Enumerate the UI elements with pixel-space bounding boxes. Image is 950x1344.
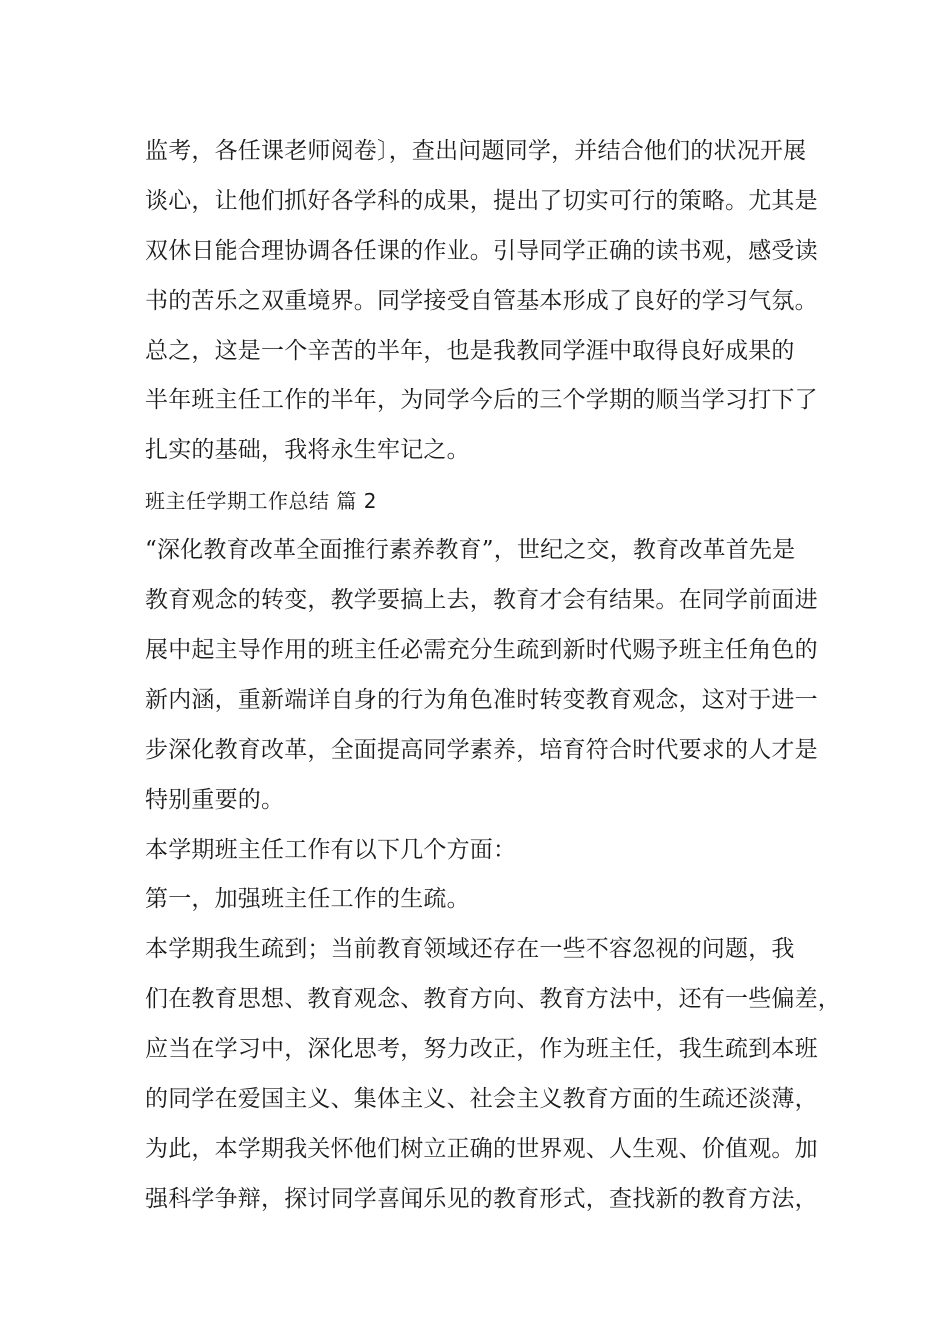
text-line: 总之，这是一个辛苦的半年，也是我教同学涯中取得良好成果的 (145, 338, 795, 364)
text-line: 步深化教育改革，全面提高同学素养，培育符合时代要求的人才是 (145, 737, 818, 763)
text-line: 本学期班主任工作有以下几个方面： (145, 837, 517, 863)
text-line: 特别重要的。 (145, 787, 285, 813)
text-line: 半年班主任工作的半年，为同学今后的三个学期的顺当学习打下了 (145, 387, 818, 413)
text-line: 强科学争辩，探讨同学喜闻乐见的教育形式，查找新的教育方法， (145, 1186, 818, 1212)
text-line: 扎实的基础，我将永生牢记之。 (145, 437, 470, 463)
text-line: 谈心，让他们抓好各学科的成果，提出了切实可行的策略。尤其是 (145, 188, 818, 214)
text-line: 展中起主导作用的班主任必需充分生疏到新时代赐予班主任角色的 (145, 637, 818, 663)
text-line: 为此，本学期我关怀他们树立正确的世界观、人生观、价值观。加 (145, 1136, 818, 1162)
text-line: 第一，加强班主任工作的生疏。 (145, 886, 470, 912)
text-line: 监考，各任课老师阅卷〕，查出问题同学，并结合他们的状况开展 (145, 138, 807, 164)
text-line: 教育观念的转变，教学要搞上去，教育才会有结果。在同学前面进 (145, 587, 818, 613)
text-line: 双休日能合理协调各任课的作业。引导同学正确的读书观，感受读 (145, 238, 818, 264)
text-line: “深化教育改革全面推行素养教育”，世纪之交，教育改革首先是 (145, 537, 796, 563)
text-line: 书的苦乐之双重境界。同学接受自管基本形成了良好的学习气氛。 (145, 288, 818, 314)
text-line: 的同学在爱国主义、集体主义、社会主义教育方面的生疏还淡薄， (145, 1086, 818, 1112)
text-line: 新内涵，重新端详自身的行为角色准时转变教育观念，这对于进一 (145, 687, 818, 713)
section-heading: 班主任学期工作总结 篇 2 (145, 489, 377, 513)
text-line: 们在教育思想、教育观念、教育方向、教育方法中，还有一些偏差， (145, 986, 841, 1012)
text-line: 应当在学习中，深化思考，努力改正，作为班主任，我生疏到本班 (145, 1036, 818, 1062)
text-line: 本学期我生疏到；当前教育领域还存在一些不容忽视的问题，我 (145, 936, 795, 962)
